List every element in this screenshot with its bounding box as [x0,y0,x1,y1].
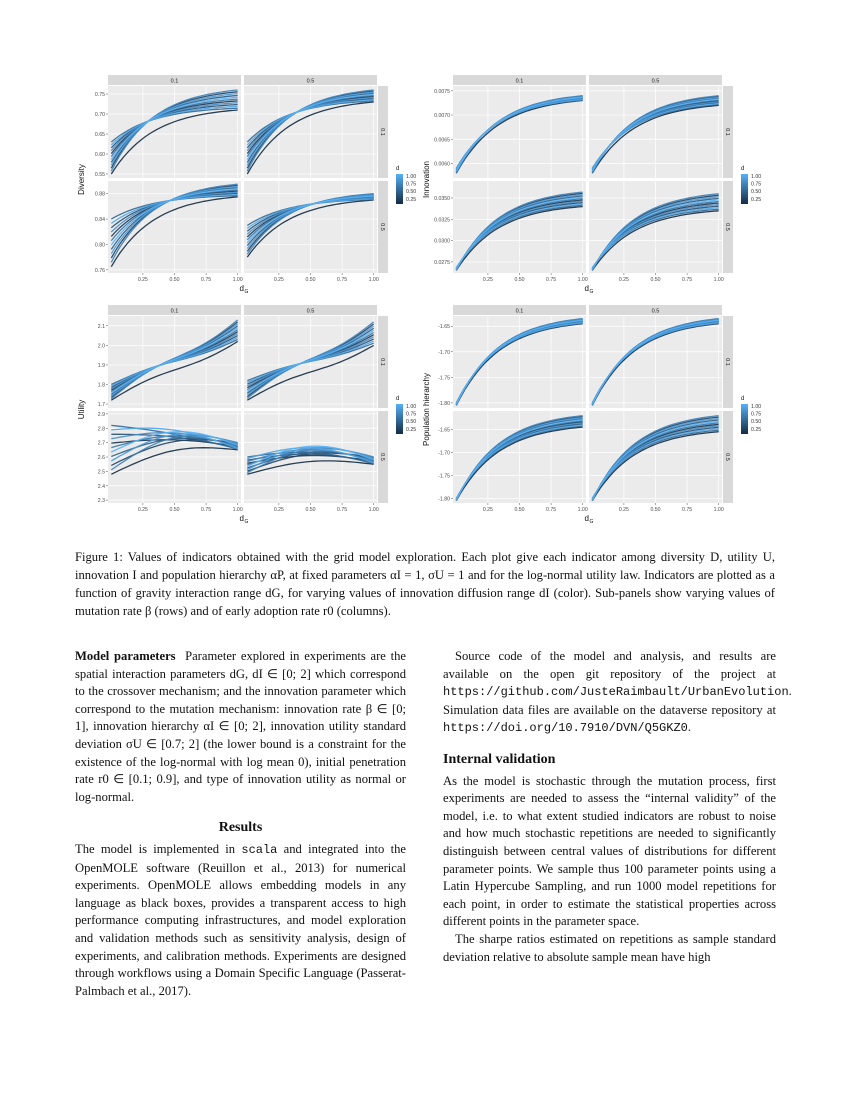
y-tick-label: 0.75 [94,92,105,98]
chart-diversity [77,75,416,295]
x-tick-label: 0.25 [273,507,284,513]
y-tick-label: 2.5 [97,469,105,476]
col-strip-label: 0.1 [515,78,524,85]
row-strip-label: 0.5 [724,453,730,461]
y-tick-label: -1.70 [438,450,450,457]
row-strip-label: 0.1 [724,358,730,366]
legend-label: 0.75 [406,181,417,188]
legend-label: 0.75 [751,411,762,418]
legend-label: 0.50 [751,189,762,196]
results-text-1: The model is implemented in [75,841,236,856]
x-tick-label: 0.25 [482,277,493,283]
x-axis-label-sub: G [589,519,594,525]
legend-colorbar [741,404,748,434]
legend-label: 0.25 [751,196,762,203]
x-axis-label: d [584,284,589,293]
x-tick-label: 0.75 [546,507,557,513]
y-tick-label: 1.9 [97,362,105,369]
y-tick-label: 0.76 [94,267,105,274]
x-tick-label: 0.50 [650,507,661,513]
x-tick-label: 0.75 [682,277,693,283]
results-heading: Results [218,820,263,836]
x-tick-label: 0.50 [650,277,661,283]
col-strip-label: 0.5 [651,78,660,85]
row-strip-label: 0.1 [379,358,385,366]
x-axis-label-sub: G [244,289,249,295]
x-tick-label: 0.50 [305,507,316,513]
x-tick-label: 1.00 [368,277,379,283]
y-tick-label: -1.65 [438,427,450,434]
x-tick-label: 0.25 [137,277,148,283]
source-text-3: . [687,720,691,735]
x-tick-label: 1.00 [577,277,588,283]
x-tick-label: 1.00 [713,277,724,283]
y-axis-label: Utility [77,399,86,420]
legend-label: 0.75 [406,411,417,418]
x-tick-label: 0.50 [514,277,525,283]
y-tick-label: 2.6 [97,455,105,461]
y-tick-label: 1.7 [97,402,105,409]
right-column [443,648,792,966]
y-axis-label: Population hierarchy [422,373,431,446]
y-tick-label: 0.0350 [434,196,450,203]
legend-label: 1.00 [751,174,762,180]
legend-label: 0.75 [751,181,762,188]
y-tick-label: 2.9 [97,411,105,418]
x-tick-label: 0.25 [273,277,284,283]
col-strip-label: 0.5 [306,308,315,315]
y-tick-label: -1.75 [438,473,450,480]
y-tick-label: 0.65 [94,132,105,138]
y-tick-label: -1.80 [438,400,450,407]
y-tick-label: 0.0070 [434,113,450,120]
x-tick-label: 0.50 [514,507,525,513]
y-tick-label: 2.7 [97,440,105,447]
y-tick-label: 0.84 [94,217,105,224]
y-tick-label: 2.8 [97,426,105,433]
col-strip-label: 0.1 [170,78,179,85]
x-tick-label: 1.00 [577,507,588,513]
y-tick-label: 0.0325 [434,217,450,224]
legend-title: d [741,166,745,172]
y-tick-label: 2.0 [97,343,105,350]
x-tick-label: 0.50 [169,277,180,283]
source-url-link[interactable]: https://github.com/JusteRaimbault/UrbanEvolution [443,685,789,700]
y-tick-label: -1.70 [438,349,450,356]
y-tick-label: 2.3 [97,498,105,505]
x-tick-label: 0.75 [682,507,693,513]
y-tick-label: 0.0065 [434,137,450,144]
y-tick-label: -1.80 [438,496,450,503]
legend-label: 0.50 [406,189,417,196]
x-tick-label: 1.00 [232,277,243,283]
x-tick-label: 0.75 [546,277,557,283]
col-strip-label: 0.5 [651,308,660,315]
x-tick-label: 0.75 [201,507,212,513]
internal-validation-text: As the model is stochastic through the mutation process, first experiments are needed to assess the “internal validity” of the model, i.e. to what extent studied indicators are robust to noise and how much stochastic repetitions are needed to significantly distinguish between central values of distributions for different parameter points. We sample thus 100 parameter points using a Latin Hypercube Sampling, and run 1000 model repetitions for each point, in order to estimate the statistical properties across different points in the parameter space. [443,773,776,929]
y-tick-label: 2.4 [97,483,105,490]
x-tick-label: 1.00 [713,507,724,513]
figure-1 [0,0,850,540]
x-axis-label-sub: G [244,519,249,525]
y-tick-label: 0.70 [94,112,105,118]
y-axis-label: Innovation [422,161,431,198]
x-tick-label: 0.75 [337,277,348,283]
x-tick-label: 0.50 [169,507,180,513]
legend-label: 0.50 [751,419,762,426]
scala-code: scala [241,842,278,857]
x-tick-label: 0.75 [337,507,348,513]
legend-title: d [741,396,745,402]
legend-colorbar [396,404,403,434]
left-column [75,648,406,1000]
y-tick-label: 0.0300 [434,238,450,245]
col-strip-label: 0.5 [306,78,315,85]
legend-label: 1.00 [406,404,417,410]
x-tick-label: 1.00 [368,507,379,513]
x-tick-label: 1.00 [232,507,243,513]
y-tick-label: 1.8 [97,382,105,389]
y-tick-label: 0.80 [94,242,105,249]
x-axis-label-sub: G [589,289,594,295]
legend-label: 1.00 [751,404,762,410]
x-tick-label: 0.75 [201,277,212,283]
col-strip-label: 0.1 [515,308,524,315]
x-tick-label: 0.25 [137,507,148,513]
legend-title: d [396,396,400,402]
row-strip-label: 0.5 [379,223,385,231]
figure-caption: Figure 1: Values of indicators obtained with the grid model exploration. Each plot give each indicator among diversity D, utility U, innovation I and population hierarchy αP, at fixed parameters αI = 1, σU = 1 and for the log-normal utility law. Indicators are plotted as a function of gravity interaction range dG, for varying values of innovation diffusion range dI (color). Sub-panels show varying values of mutation rate β (rows) and of early adoption rate r0 (columns). [75,550,775,618]
x-axis-label: d [584,514,589,523]
model-parameters-text: Parameter explored in experiments are the spatial interaction parameters dG, dI ∈ [0; 2] which correspond to the crossover mechanism; and the innovation parameter which correspond to the mutation mechanism: innovation rate β ∈ [0; 1], innovation hierarchy αI ∈ [0; 2], innovation utility standard deviation σU ∈ [0.7; 2] (the lower bound is a constraint for the existence of the log-normal with log mean 0), initial penetration rate r0 ∈ [0.1; 0.9], and type of innovation utility as normal or log-normal. [75,649,407,804]
x-axis-label: d [239,284,244,293]
y-tick-label: 0.55 [94,172,105,178]
data-url-link[interactable]: https://doi.org/10.7910/DVN/Q5GKZ0 [443,721,688,736]
legend-label: 0.25 [406,196,417,203]
chart-innovation [422,75,761,295]
y-tick-label: 0.0075 [434,88,450,95]
source-text-2: . Simulation data files are available on the dataverse repository at [443,684,792,717]
source-text-1: Source code of the model and analysis, and results are available on the open git repository of the project at [443,649,776,681]
row-strip-label: 0.5 [379,453,385,461]
sharpe-text: The sharpe ratios estimated on repetitions as sample standard deviation relative to absolute sample mean have high [443,931,776,964]
legend-label: 1.00 [406,174,417,180]
legend-colorbar [741,174,748,204]
x-tick-label: 0.25 [618,277,629,283]
y-tick-label: -1.65 [438,324,450,331]
x-tick-label: 0.25 [482,507,493,513]
y-tick-label: 0.0275 [434,259,450,266]
col-strip-label: 0.1 [170,308,179,315]
model-parameters-heading: Model parameters [75,649,176,663]
y-tick-label: 0.60 [94,152,105,158]
results-text-2: and integrated into the OpenMOLE software (Reuillon et al., 2013) for numerical experiments. OpenMOLE allows embedding models in any language as black boxes, provides a transparent access to high performance computing infrastructures, and model exploration and validation methods such as sensitivity analysis, design of experiments, and calibration methods. Experiments are designed through workflows using a Domain Specific Language (Passerat-Palmbach et al., 2017). [75,841,406,998]
y-tick-label: 2.1 [97,323,105,330]
row-strip-label: 0.5 [724,223,730,231]
row-strip-label: 0.1 [724,128,730,136]
legend-label: 0.50 [406,419,417,426]
y-axis-label: Diversity [77,164,86,195]
legend-label: 0.25 [751,426,762,433]
x-tick-label: 0.50 [305,277,316,283]
y-tick-label: 0.88 [94,191,105,198]
legend-label: 0.25 [406,426,417,433]
legend-colorbar [396,174,403,204]
y-tick-label: -1.75 [438,375,450,382]
x-tick-label: 0.25 [618,507,629,513]
row-strip-label: 0.1 [379,128,385,136]
chart-population-hierarchy [422,305,761,525]
internal-validation-heading: Internal validation [443,751,556,767]
chart-utility [77,305,416,525]
legend-title: d [396,166,400,172]
y-tick-label: 0.0060 [434,161,450,168]
x-axis-label: d [239,514,244,523]
